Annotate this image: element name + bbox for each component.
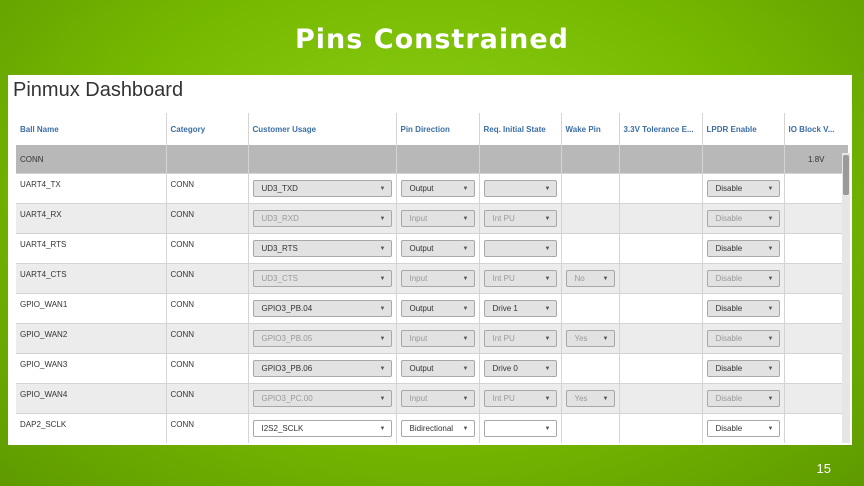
lpdr-enable-select-value: Disable bbox=[715, 424, 743, 433]
table-row[interactable] bbox=[16, 174, 848, 204]
chevron-down-icon: ▼ bbox=[462, 395, 469, 402]
ball-name: UART4_RX bbox=[20, 210, 62, 219]
chevron-down-icon: ▼ bbox=[767, 275, 774, 282]
wake-pin-select-value: Yes bbox=[574, 334, 588, 343]
ball-name: UART4_CTS bbox=[20, 270, 67, 279]
chevron-down-icon: ▼ bbox=[379, 305, 386, 312]
customer-usage-select[interactable] bbox=[253, 300, 392, 317]
lpdr-enable-select[interactable] bbox=[707, 420, 780, 437]
category: CONN bbox=[170, 390, 195, 399]
table-row[interactable] bbox=[16, 384, 848, 414]
column-header[interactable]: Category bbox=[166, 113, 248, 145]
column-header[interactable]: Pin Direction bbox=[396, 113, 479, 145]
chevron-down-icon: ▼ bbox=[767, 305, 774, 312]
pin-direction-select[interactable] bbox=[401, 390, 475, 407]
pin-direction-select[interactable] bbox=[401, 420, 475, 437]
chevron-down-icon: ▼ bbox=[379, 335, 386, 342]
table-row[interactable] bbox=[16, 294, 848, 324]
customer-usage-select-value: UD3_TXD bbox=[261, 184, 298, 193]
chevron-down-icon: ▼ bbox=[767, 395, 774, 402]
lpdr-enable-select[interactable] bbox=[707, 210, 780, 227]
customer-usage-select[interactable] bbox=[253, 390, 392, 407]
customer-usage-select-value: UD3_RXD bbox=[261, 214, 299, 223]
pin-direction-select-value: Input bbox=[409, 274, 428, 283]
customer-usage-select[interactable] bbox=[253, 420, 392, 437]
initial-state-select[interactable] bbox=[484, 270, 557, 287]
chevron-down-icon: ▼ bbox=[462, 275, 469, 282]
chevron-down-icon: ▼ bbox=[767, 215, 774, 222]
chevron-down-icon: ▼ bbox=[462, 245, 469, 252]
pin-direction-select[interactable] bbox=[401, 270, 475, 287]
column-header[interactable]: LPDR Enable bbox=[702, 113, 784, 145]
chevron-down-icon: ▼ bbox=[379, 275, 386, 282]
pin-direction-select-value: Input bbox=[409, 394, 428, 403]
table-row[interactable] bbox=[16, 414, 848, 444]
ball-name: GPIO_WAN2 bbox=[20, 330, 68, 339]
chevron-down-icon: ▼ bbox=[379, 215, 386, 222]
category: CONN bbox=[170, 270, 195, 279]
category: CONN bbox=[170, 180, 195, 189]
customer-usage-select-value: I2S2_SCLK bbox=[261, 424, 304, 433]
pin-direction-select[interactable] bbox=[401, 240, 475, 257]
wake-pin-select[interactable] bbox=[566, 330, 615, 347]
wake-pin-select-value: No bbox=[574, 274, 585, 283]
ball-name: GPIO_WAN1 bbox=[20, 300, 68, 309]
wake-pin-select[interactable] bbox=[566, 390, 615, 407]
chevron-down-icon: ▼ bbox=[544, 215, 551, 222]
chevron-down-icon: ▼ bbox=[379, 245, 386, 252]
initial-state-select[interactable] bbox=[484, 210, 557, 227]
lpdr-enable-select-value: Disable bbox=[715, 274, 743, 283]
chevron-down-icon: ▼ bbox=[379, 395, 386, 402]
customer-usage-select[interactable] bbox=[253, 210, 392, 227]
initial-state-select-value: Int PU bbox=[492, 394, 515, 403]
pinmux-table bbox=[16, 113, 848, 443]
chevron-down-icon: ▼ bbox=[379, 425, 386, 432]
pin-direction-select-value: Input bbox=[409, 214, 428, 223]
chevron-down-icon: ▼ bbox=[462, 335, 469, 342]
lpdr-enable-select[interactable] bbox=[707, 180, 780, 197]
column-header[interactable]: Customer Usage bbox=[248, 113, 396, 145]
customer-usage-select[interactable] bbox=[253, 270, 392, 287]
group-voltage: 1.8V bbox=[784, 145, 848, 174]
column-header[interactable]: Ball Name bbox=[20, 124, 59, 134]
table-row[interactable] bbox=[16, 354, 848, 384]
column-header[interactable]: Wake Pin bbox=[561, 113, 619, 145]
ball-name: UART4_TX bbox=[20, 180, 61, 189]
initial-state-select-value: Int PU bbox=[492, 214, 515, 223]
vertical-scrollbar[interactable] bbox=[842, 153, 850, 443]
initial-state-select-value: Drive 1 bbox=[492, 304, 518, 313]
lpdr-enable-select[interactable] bbox=[707, 300, 780, 317]
column-header[interactable]: IO Block V... bbox=[784, 113, 848, 145]
pin-direction-select[interactable] bbox=[401, 300, 475, 317]
group-row[interactable] bbox=[16, 145, 848, 174]
chevron-down-icon: ▼ bbox=[544, 335, 551, 342]
customer-usage-select-value: UD3_RTS bbox=[261, 244, 298, 253]
lpdr-enable-select[interactable] bbox=[707, 360, 780, 377]
lpdr-enable-select-value: Disable bbox=[715, 214, 743, 223]
lpdr-enable-select[interactable] bbox=[707, 330, 780, 347]
ball-name: DAP2_SCLK bbox=[20, 420, 67, 429]
customer-usage-select[interactable] bbox=[253, 180, 392, 197]
table-row[interactable] bbox=[16, 264, 848, 294]
lpdr-enable-select-value: Disable bbox=[715, 394, 743, 403]
customer-usage-select-value: GPIO3_PB.04 bbox=[261, 304, 313, 313]
pin-direction-select-value: Output bbox=[409, 244, 434, 253]
lpdr-enable-select-value: Disable bbox=[715, 364, 743, 373]
customer-usage-select[interactable] bbox=[253, 330, 392, 347]
chevron-down-icon: ▼ bbox=[767, 245, 774, 252]
pin-direction-select-value: Output bbox=[409, 304, 434, 313]
column-header[interactable]: 3.3V Tolerance E... bbox=[619, 113, 702, 145]
category: CONN bbox=[170, 330, 195, 339]
pin-direction-select[interactable] bbox=[401, 360, 475, 377]
lpdr-enable-select-value: Disable bbox=[715, 244, 743, 253]
ball-name: GPIO_WAN3 bbox=[20, 360, 68, 369]
customer-usage-select-value: UD3_CTS bbox=[261, 274, 298, 283]
pinmux-dashboard-panel bbox=[8, 75, 852, 445]
pin-direction-select-value: Output bbox=[409, 184, 434, 193]
category: CONN bbox=[170, 300, 195, 309]
chevron-down-icon: ▼ bbox=[379, 365, 386, 372]
customer-usage-select-value: GPIO3_PB.06 bbox=[261, 364, 313, 373]
pin-direction-select-value: Output bbox=[409, 364, 434, 373]
table-row[interactable] bbox=[16, 324, 848, 354]
chevron-down-icon: ▼ bbox=[462, 215, 469, 222]
category: CONN bbox=[170, 360, 195, 369]
customer-usage-select-value: GPIO3_PC.00 bbox=[261, 394, 313, 403]
page-number: 15 bbox=[816, 461, 831, 476]
initial-state-select-value: Drive 0 bbox=[492, 364, 518, 373]
chevron-down-icon: ▼ bbox=[462, 425, 469, 432]
initial-state-select[interactable] bbox=[484, 300, 557, 317]
lpdr-enable-select-value: Disable bbox=[715, 184, 743, 193]
chevron-down-icon: ▼ bbox=[544, 365, 551, 372]
chevron-down-icon: ▼ bbox=[767, 185, 774, 192]
chevron-down-icon: ▼ bbox=[602, 275, 609, 282]
category: CONN bbox=[170, 210, 195, 219]
wake-pin-select[interactable] bbox=[566, 270, 615, 287]
lpdr-enable-select[interactable] bbox=[707, 240, 780, 257]
pin-direction-select-value: Input bbox=[409, 334, 428, 343]
scroll-thumb[interactable] bbox=[843, 155, 849, 195]
lpdr-enable-select[interactable] bbox=[707, 390, 780, 407]
chevron-down-icon: ▼ bbox=[544, 305, 551, 312]
initial-state-select-value: Int PU bbox=[492, 274, 515, 283]
lpdr-enable-select[interactable] bbox=[707, 270, 780, 287]
wake-pin-select-value: Yes bbox=[574, 394, 588, 403]
chevron-down-icon: ▼ bbox=[602, 335, 609, 342]
slide-title: Pins Constrained bbox=[295, 24, 569, 55]
table-row[interactable] bbox=[16, 234, 848, 264]
pin-direction-select[interactable] bbox=[401, 330, 475, 347]
initial-state-select[interactable] bbox=[484, 240, 557, 257]
initial-state-select[interactable] bbox=[484, 180, 557, 197]
chevron-down-icon: ▼ bbox=[379, 185, 386, 192]
customer-usage-select[interactable] bbox=[253, 240, 392, 257]
customer-usage-select-value: GPIO3_PB.05 bbox=[261, 334, 313, 343]
category: CONN bbox=[170, 240, 195, 249]
pin-direction-select-value: Bidirectional bbox=[409, 424, 454, 433]
category: CONN bbox=[170, 420, 195, 429]
column-header[interactable]: Req. Initial State bbox=[479, 113, 561, 145]
chevron-down-icon: ▼ bbox=[544, 245, 551, 252]
initial-state-select[interactable] bbox=[484, 360, 557, 377]
chevron-down-icon: ▼ bbox=[767, 335, 774, 342]
ball-name: UART4_RTS bbox=[20, 240, 67, 249]
dashboard-title: Pinmux Dashboard bbox=[13, 79, 184, 101]
chevron-down-icon: ▼ bbox=[544, 275, 551, 282]
customer-usage-select[interactable] bbox=[253, 360, 392, 377]
pin-direction-select[interactable] bbox=[401, 180, 475, 197]
chevron-down-icon: ▼ bbox=[544, 425, 551, 432]
pin-direction-select[interactable] bbox=[401, 210, 475, 227]
lpdr-enable-select-value: Disable bbox=[715, 304, 743, 313]
chevron-down-icon: ▼ bbox=[462, 305, 469, 312]
group-name: CONN bbox=[16, 145, 166, 174]
chevron-down-icon: ▼ bbox=[462, 365, 469, 372]
chevron-down-icon: ▼ bbox=[767, 365, 774, 372]
chevron-down-icon: ▼ bbox=[462, 185, 469, 192]
table-row[interactable] bbox=[16, 204, 848, 234]
chevron-down-icon: ▼ bbox=[602, 395, 609, 402]
ball-name: GPIO_WAN4 bbox=[20, 390, 68, 399]
chevron-down-icon: ▼ bbox=[544, 395, 551, 402]
initial-state-select[interactable] bbox=[484, 390, 557, 407]
initial-state-select-value: Int PU bbox=[492, 334, 515, 343]
lpdr-enable-select-value: Disable bbox=[715, 334, 743, 343]
chevron-down-icon: ▼ bbox=[544, 185, 551, 192]
initial-state-select[interactable] bbox=[484, 420, 557, 437]
initial-state-select[interactable] bbox=[484, 330, 557, 347]
chevron-down-icon: ▼ bbox=[767, 425, 774, 432]
table-header bbox=[16, 113, 848, 145]
